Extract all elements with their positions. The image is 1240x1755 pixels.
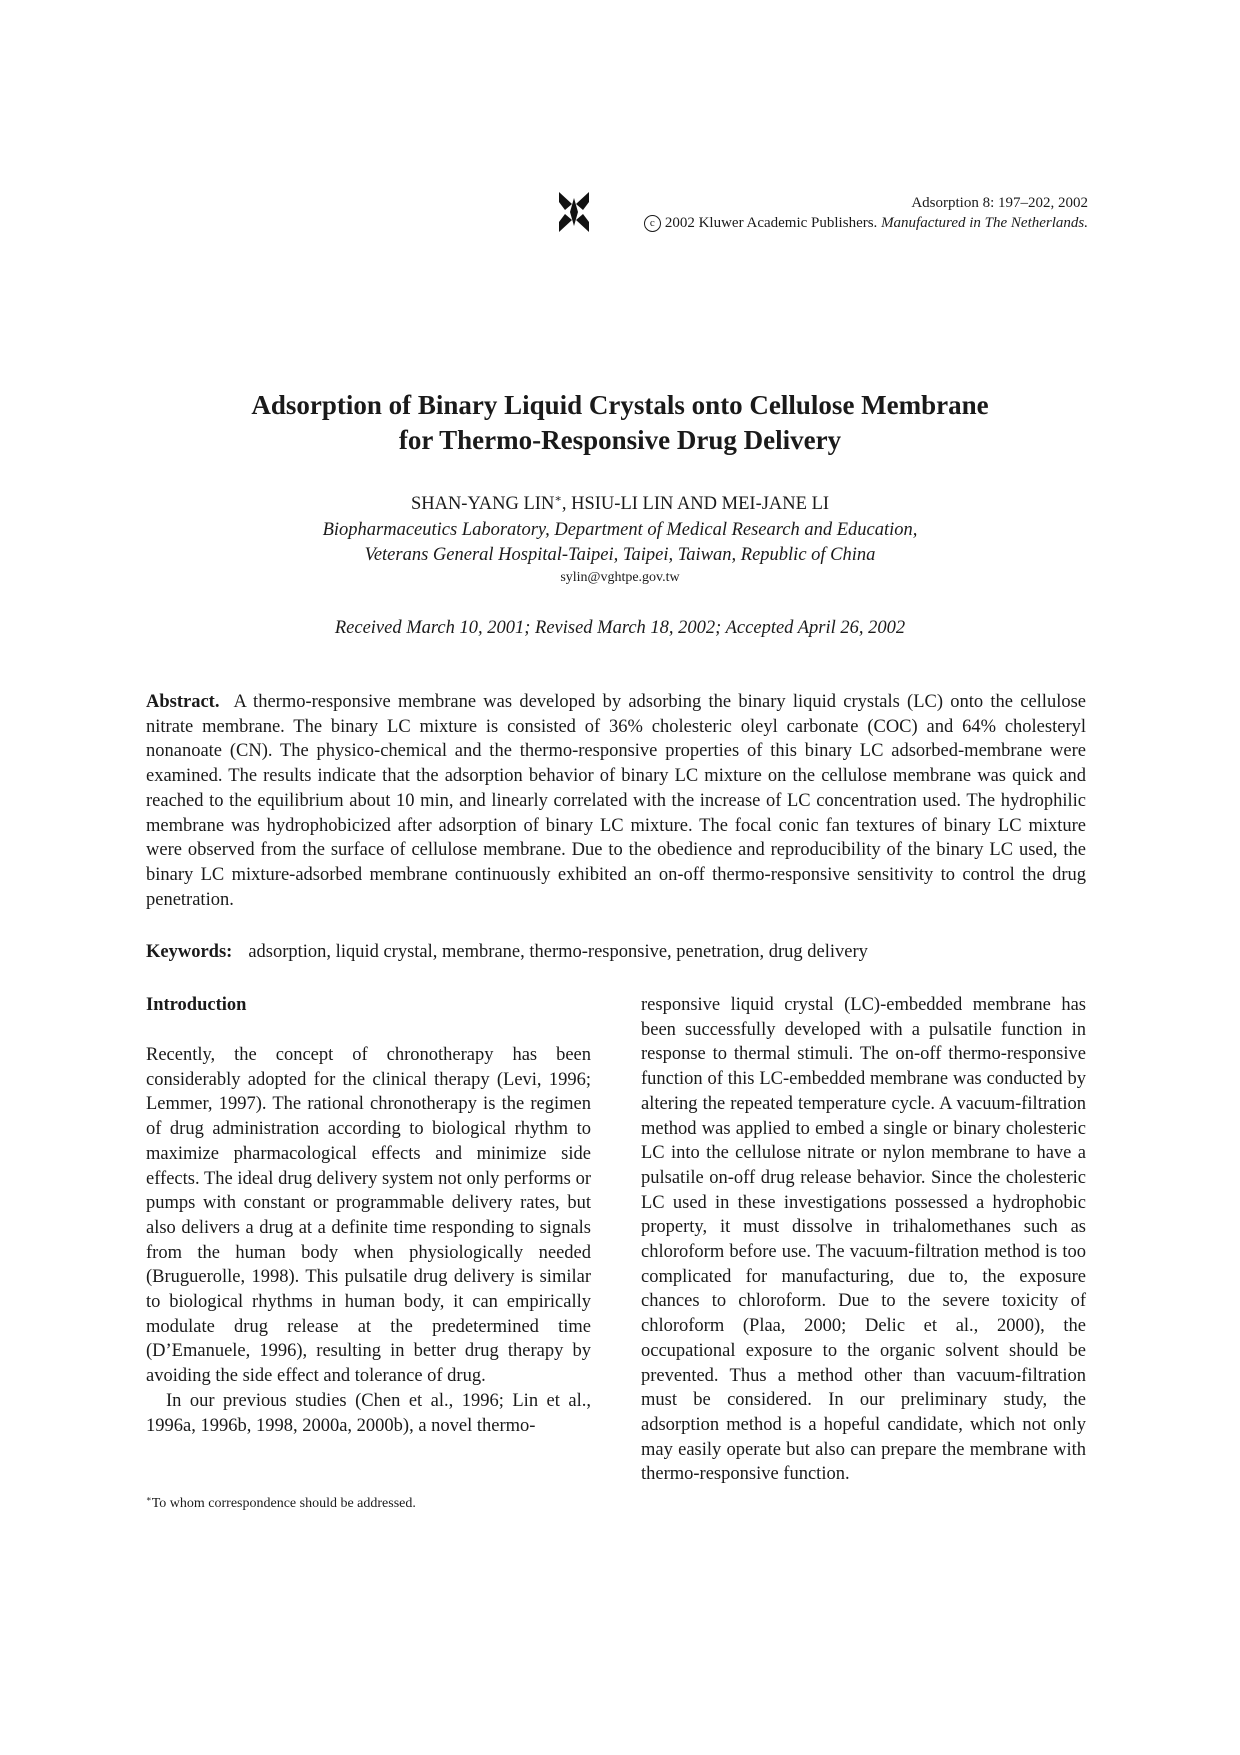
footnote [146, 1494, 591, 1514]
abstract-text: A thermo-responsive membrane was developed by adsorbing the binary liquid crystals (LC) onto the cellulose nitrate membrane. The binary LC mixture is consisted of 36% cholesteric oleyl carbonate (COC) and 64% cholesteryl nonanoate (CN). The physico-chemical and the thermo-responsive properties of this binary LC adsorbed-membrane were examined. The results indicate that the adsorption behavior of binary LC mixture on the cellulose membrane was quick and reached to the equilibrium about 10 min, and linearly correlated with the increase of LC concentration used. The hydrophilic membrane was hydrophobicized after adsorption of binary LC mixture. The focal conic fan textures of binary LC mixture were observed from the surface of cellulose membrane. Due to the obedience and reproducibility of the binary LC used, the binary LC mixture-adsorbed membrane continuously exhibited an on-off thermo-responsive sensitivity to control the drug penetration. [146, 692, 1086, 910]
journal-citation: Adsorption 8: 197–202, 2002 [911, 195, 1088, 211]
affiliation-line-1: Biopharmaceutics Laboratory, Department of Medical Research and Education, [322, 520, 918, 540]
footnote-mark: ∗ [146, 1494, 152, 1504]
keywords [146, 940, 1086, 965]
title-line-2: for Thermo-Responsive Drug Delivery [398, 425, 842, 455]
paper-title [145, 388, 1095, 458]
footnote-text: To whom correspondence should be addressed. [151, 1496, 416, 1511]
copyright-icon: c [644, 215, 661, 232]
abstract [146, 690, 1086, 912]
title-line-1: Adsorption of Binary Liquid Crystals onto Cellulose Membrane [251, 390, 989, 420]
copyright-line [528, 213, 1088, 233]
author-email: sylin@vghtpe.gov.tw [560, 570, 680, 585]
left-column [146, 993, 591, 1438]
keywords-text: adsorption, liquid crystal, membrane, thermo-responsive, penetration, drug delivery [248, 942, 868, 962]
journal-header [528, 193, 1088, 233]
manufactured-note: Manufactured in The Netherlands. [881, 215, 1088, 231]
received-dates: Received March 10, 2001; Revised March 18, 2002; Accepted April 26, 2002 [334, 618, 906, 638]
keywords-label: Keywords: [146, 942, 233, 962]
affiliation-line-2: Veterans General Hospital-Taipei, Taipei, Taiwan, Republic of China [364, 545, 876, 565]
author-mark: ∗ [554, 492, 562, 505]
intro-paragraph-1: Recently, the concept of chronotherapy has been considerably adopted for the clinical therapy (Levi, 1996; Lemmer, 1997). The rational chronotherapy is the regimen of drug administration according to biological rhythm to maximize pharmacological effects and minimize side effects. The ideal drug delivery system not only performs or pumps with constant or programmable delivery rates, but also delivers a drug at a definite time responding to signals from the human body when physiologically needed (Bruguerolle, 1998). This pulsatile drug delivery is similar to biological rhythms in human body, it can empirically modulate drug release at the predetermined time (D’Emanuele, 1996), resulting in better drug therapy by avoiding the side effect and tolerance of drug. [146, 1045, 591, 1387]
author-first: SHAN-YANG LIN [410, 494, 555, 514]
copyright-text: 2002 Kluwer Academic Publishers. [664, 215, 878, 231]
intro-paragraph-3: responsive liquid crystal (LC)-embedded membrane has been successfully developed with a pulsatile function in response to thermal stimuli. The on-off thermo-responsive function of this LC-embedded membrane was conducted by altering the repeated temperature cycle. A vacuum-filtration method was applied to embed a single or binary cholesteric LC into the cellulose nitrate or nylon membrane to have a pulsatile on-off drug release behavior. Since the cholesteric LC used in these investigations possessed a hydrophobic property, it must dissolve in trihalomethanes such as chloroform before use. The vacuum-filtration method is too complicated for manufacturing, due to, the exposure chances to chloroform. Due to the severe toxicity of chloroform (Plaa, 2000; Delic et al., 2000), the occupational exposure to the organic solvent should be prevented. Thus a method other than vacuum-filtration must be considered. In our preliminary study, the adsorption method is a hopeful candidate, which not only may easily operate but also can prepare the membrane with thermo-responsive function. [641, 995, 1086, 1485]
abstract-label: Abstract. [146, 692, 220, 712]
author-rest: , HSIU-LI LIN AND MEI-JANE LI [561, 494, 830, 514]
right-column [641, 993, 1086, 1487]
author-list [145, 492, 1095, 517]
intro-paragraph-2: In our previous studies (Chen et al., 1996; Lin et al., 1996a, 1996b, 1998, 2000a, 2000b), a novel thermo- [146, 1390, 591, 1436]
section-heading-introduction: Introduction [146, 995, 247, 1015]
